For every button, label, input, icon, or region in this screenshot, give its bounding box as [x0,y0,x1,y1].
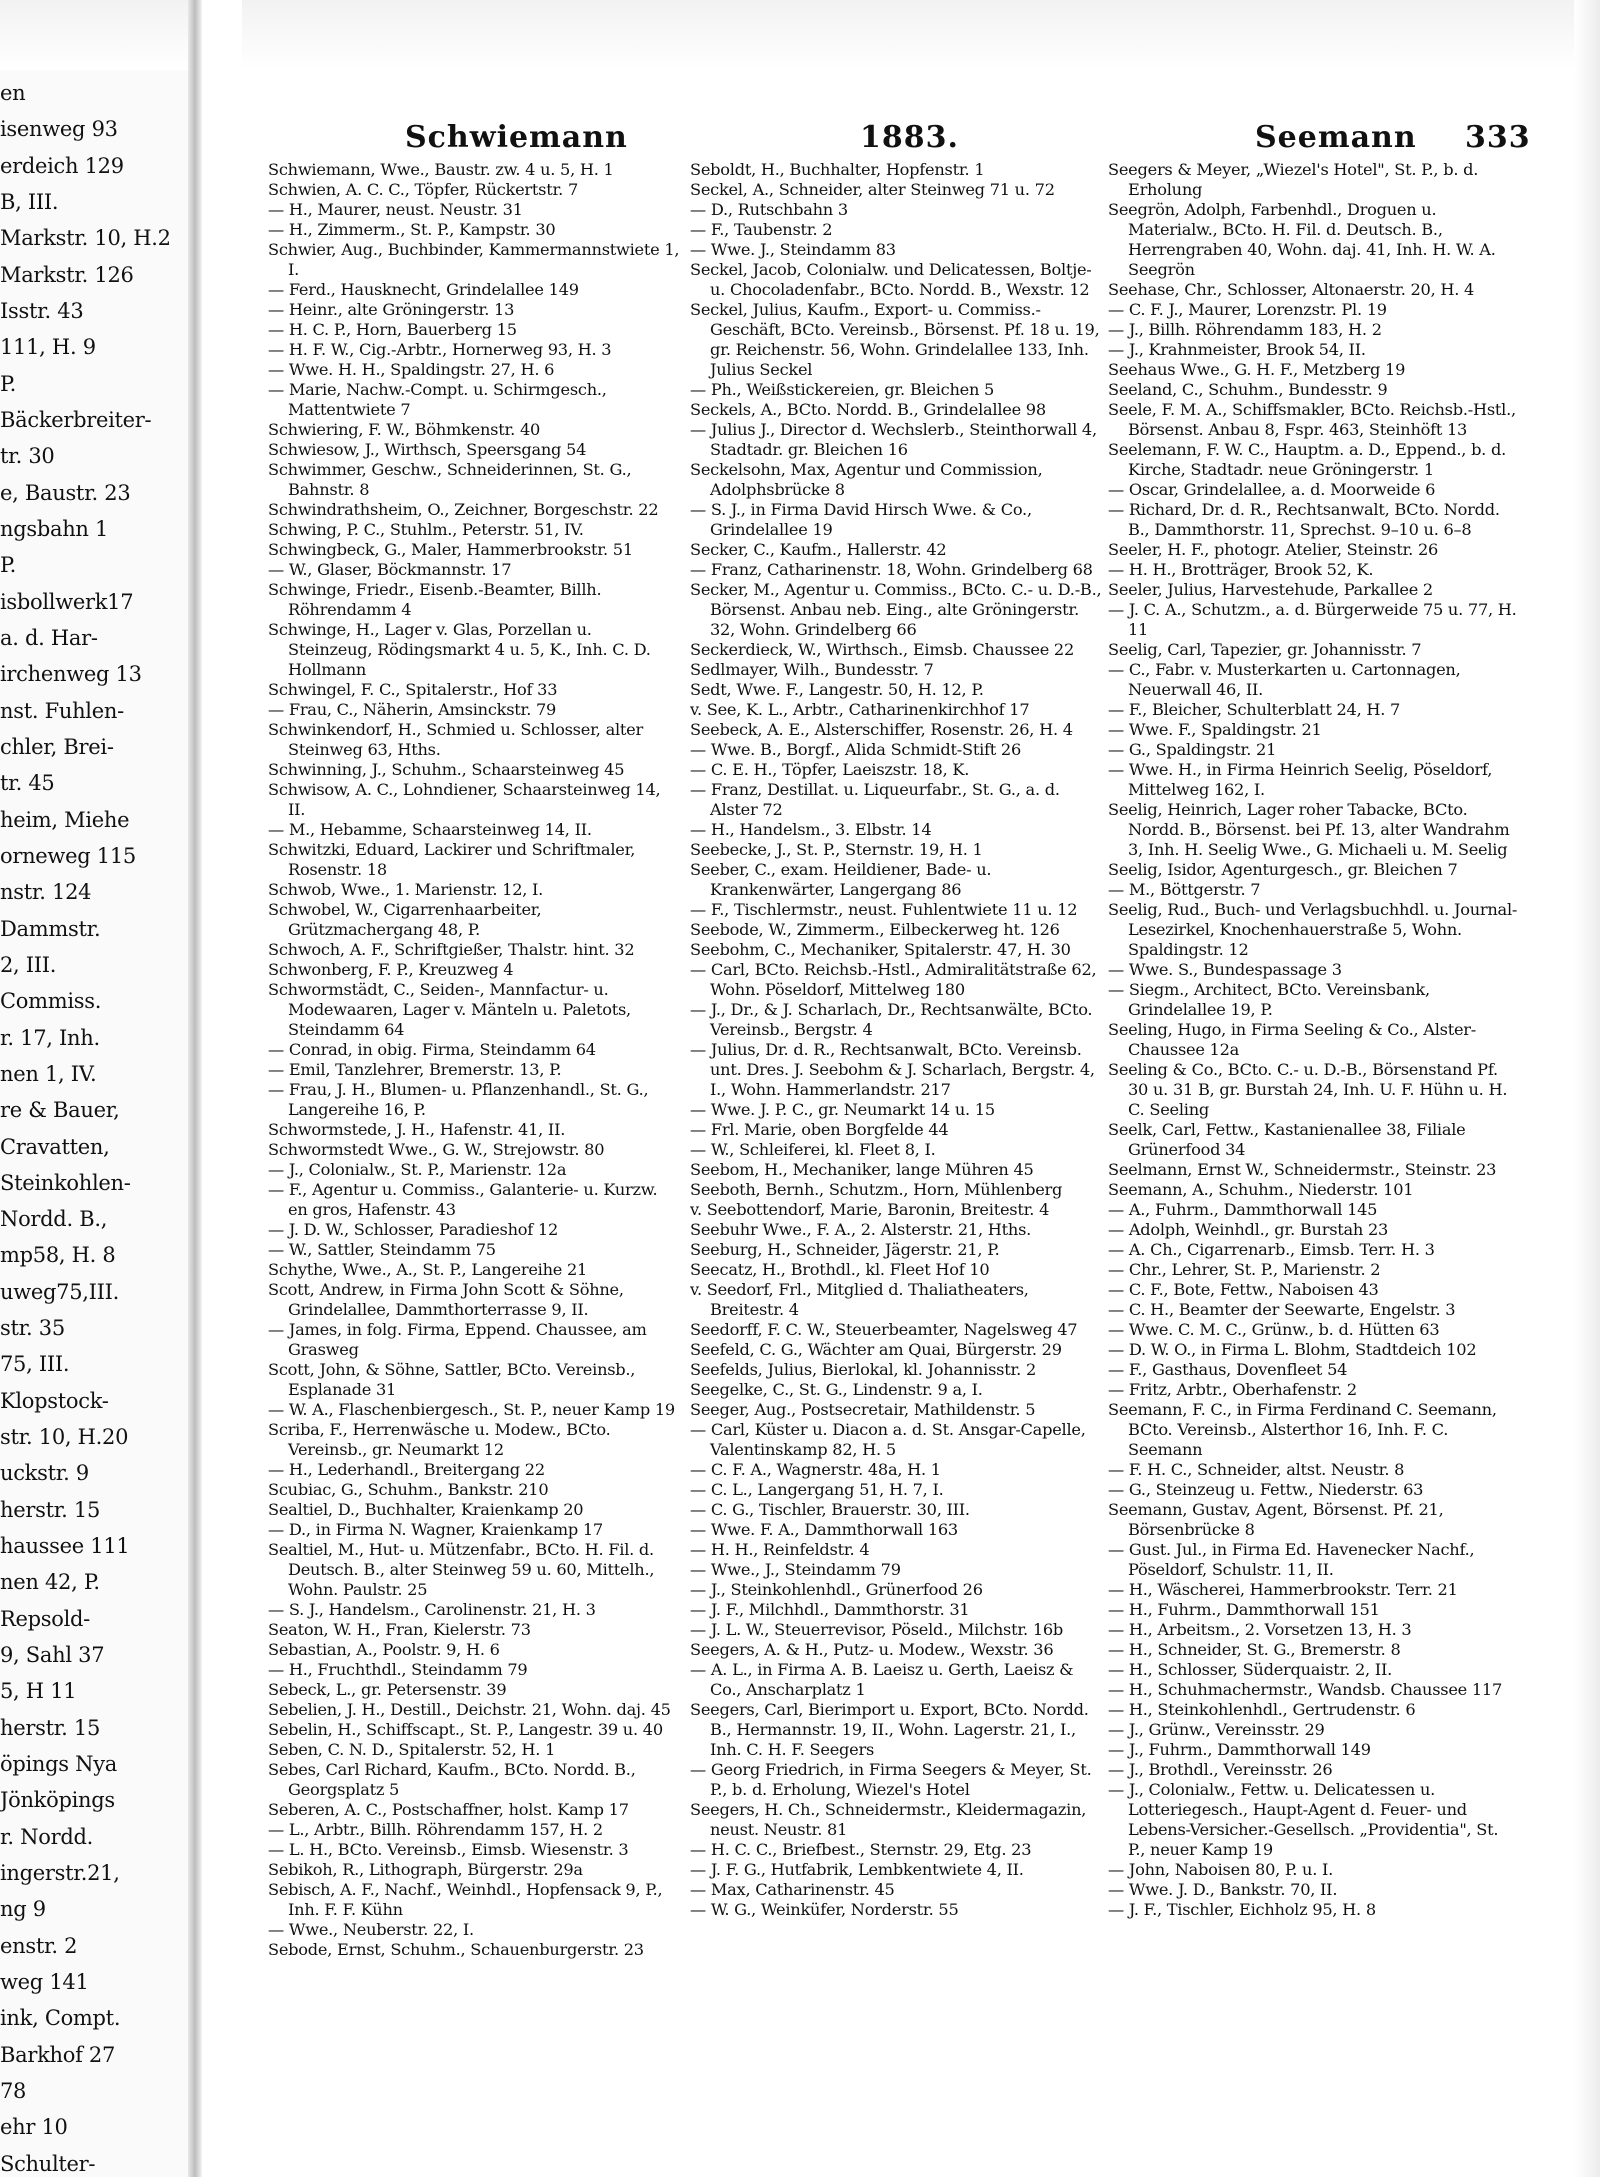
directory-entry: — S. J., Handelsm., Carolinenstr. 21, H. 3 [268,1600,596,1619]
directory-entry: — F., Taubenstr. 2 [690,220,833,239]
directory-entry: — Franz, Catharinenstr. 18, Wohn. Grindelberg 68 [690,560,1093,579]
directory-entry: — H., Schuhmachermstr., Wandsb. Chaussee 117 [1108,1680,1503,1699]
stub-text-fragment: Isstr. 43 [0,298,84,323]
stub-text-fragment: 5, H 11 [0,1679,77,1704]
stub-text-fragment: 9, Sahl 37 [0,1643,105,1668]
stub-text-fragment: Markstr. 126 [0,262,134,287]
stub-text-fragment: nstr. 124 [0,880,92,905]
directory-entry: — H., Handelsm., 3. Elbstr. 14 [690,820,932,839]
directory-entry: Sebastian, A., Poolstr. 9, H. 6 [268,1640,500,1659]
directory-entry: — J., Brothdl., Vereinsstr. 26 [1108,1760,1333,1779]
stub-text-fragment: P. [0,371,16,396]
stub-text-fragment: en [0,81,26,105]
directory-entry: — Wwe. H. H., Spaldingstr. 27, H. 6 [268,360,555,379]
stub-text-fragment: enstr. 2 [0,1933,78,1958]
directory-entry: — Wwe. F., Spaldingstr. 21 [1108,720,1322,739]
directory-entry: — H. C. P., Horn, Bauerberg 15 [268,320,517,339]
directory-entry: Schwien, A. C. C., Töpfer, Rückertstr. 7 [268,180,579,199]
directory-entry: — C. F. J., Maurer, Lorenzstr. Pl. 19 [1108,300,1387,319]
directory-entry: — J., Colonialw., Fettw. u. Delicatessen u. Lotteriegesch., Haupt-Agent d. Feuer- und Lebens-Versicher.-Gesellsch. „Providentia", St. P., neuer Kamp 19 [1108,1780,1499,1859]
directory-entry: — F., Agentur u. Commiss., Galanterie- u. Kurzw. en gros, Hafenstr. 43 [268,1180,658,1219]
stub-text-fragment: ingerstr.21, [0,1861,120,1886]
directory-entry: — C., Fabr. v. Musterkarten u. Cartonnagen, Neuerwall 46, II. [1108,660,1461,699]
directory-entry: Seedorff, F. C. W., Steuerbeamter, Nagelsweg 47 [690,1320,1078,1339]
directory-entry: Seckel, A., Schneider, alter Steinweg 71 u. 72 [690,180,1055,199]
directory-entry: Seckels, A., BCto. Nordd. B., Grindelallee 98 [690,400,1046,419]
directory-entry: — W., Schleiferei, kl. Fleet 8, I. [690,1140,936,1159]
directory-entry: Seeber, C., exam. Heildiener, Bade- u. Krankenwärter, Langergang 86 [690,860,992,899]
directory-entry: Schwiemann, Wwe., Baustr. zw. 4 u. 5, H. 1 [268,160,614,179]
directory-entry: Schwinkendorf, H., Schmied u. Schlosser, alter Steinweg 63, Hths. [268,720,643,759]
directory-entry: — C. F. A., Wagnerstr. 48a, H. 1 [690,1460,941,1479]
directory-entry: Sebikoh, R., Lithograph, Bürgerstr. 29a [268,1860,583,1879]
directory-entry: Schwisow, A. C., Lohndiener, Schaarsteinweg 14, II. [268,780,661,819]
directory-entry: — J. F., Tischler, Eichholz 95, H. 8 [1108,1900,1376,1919]
directory-entry: Seboldt, H., Buchhalter, Hopfenstr. 1 [690,160,985,179]
directory-entry: Seehase, Chr., Schlosser, Altonaerstr. 20, H. 4 [1108,280,1475,299]
stub-text-fragment: ink, Compt. [0,2006,121,2031]
directory-entry: Sebelien, J. H., Destill., Deichstr. 21, Wohn. daj. 45 [268,1700,671,1719]
directory-entry: — Wwe. C. M. C., Grünw., b. d. Hütten 63 [1108,1320,1440,1339]
directory-entry: Schwindrathsheim, O., Zeichner, Borgeschstr. 22 [268,500,659,519]
directory-entry: Seegers, H. Ch., Schneidermstr., Kleidermagazin, neust. Neustr. 81 [690,1800,1087,1839]
directory-entry: Seefeld, C. G., Wächter am Quai, Bürgerstr. 29 [690,1340,1062,1359]
directory-entry: Seegers, Carl, Bierimport u. Export, BCto. Nordd. B., Hermannstr. 19, II., Wohn. Lagerstr. 21, I., Inh. C. H. F. Seegers [690,1700,1089,1759]
directory-entry: — C. L., Langergang 51, H. 7, I. [690,1480,944,1499]
directory-entry: Schwormstedt Wwe., G. W., Strejowstr. 80 [268,1140,605,1159]
directory-entry: Seberen, A. C., Postschaffner, holst. Kamp 17 [268,1800,629,1819]
directory-entry: Sedlmayer, Wilh., Bundesstr. 7 [690,660,934,679]
directory-entry: — Siegm., Architect, BCto. Vereinsbank, Grindelallee 19, P. [1108,980,1430,1019]
directory-entry: — G., Steinzeug u. Fettw., Niederstr. 63 [1108,1480,1424,1499]
directory-entry: Seckel, Jacob, Colonialw. und Delicatessen, Boltje- u. Chocoladenfabr., BCto. Nordd. B., Wexstr. 12 [690,260,1092,299]
directory-entry: Scott, Andrew, in Firma John Scott & Söhne, Grindelallee, Dammthorterrasse 9, II. [268,1280,624,1319]
directory-entry: — J., Dr., & J. Scharlach, Dr., Rechtsanwälte, BCto. Vereinsb., Bergstr. 4 [690,1000,1093,1039]
directory-entry: — Frau, J. H., Blumen- u. Pflanzenhandl., St. G., Langereihe 16, P. [268,1080,649,1119]
directory-entry: — D. W. O., in Firma L. Blohm, Stadtdeich 102 [1108,1340,1477,1359]
directory-entry: Seckel, Julius, Kaufm., Export- u. Commiss.-Geschäft, BCto. Vereinsb., Börsenst. Pf. 18 u. 19, gr. Reichenstr. 56, Wohn. Grindelallee 133, Inh. Julius Seckel [690,300,1100,379]
directory-entry: — W., Glaser, Böckmannstr. 17 [268,560,512,579]
directory-entry: Scott, John, & Söhne, Sattler, BCto. Vereinsb., Esplanade 31 [268,1360,636,1399]
directory-entry: — Gust. Jul., in Firma Ed. Havenecker Nachf., Pöseldorf, Schulstr. 11, II. [1108,1540,1475,1579]
directory-entry: Sebelin, H., Schiffscapt., St. P., Langestr. 39 u. 40 [268,1720,663,1739]
stub-text-fragment: Jönköpings [0,1788,115,1813]
directory-entry: — A. L., in Firma A. B. Laeisz u. Gerth, Laeisz & Co., Anscharplatz 1 [690,1660,1074,1699]
directory-entry: Seeling, Hugo, in Firma Seeling & Co., Alster-Chaussee 12a [1108,1020,1477,1059]
directory-entry: — Oscar, Grindelallee, a. d. Moorweide 6 [1108,480,1436,499]
directory-entry: — J. D. W., Schlosser, Paradieshof 12 [268,1220,559,1239]
stub-text-fragment: Bäckerbreiter- [0,407,152,432]
directory-entry: — Wwe. B., Borgf., Alida Schmidt-Stift 26 [690,740,1022,759]
stub-text-fragment: Steinkohlen- [0,1170,131,1195]
directory-entry: Schwimmer, Geschw., Schneiderinnen, St. G., Bahnstr. 8 [268,460,632,499]
directory-entry: — Fritz, Arbtr., Oberhafenstr. 2 [1108,1380,1357,1399]
directory-entry: — J., Steinkohlenhdl., Grünerfood 26 [690,1580,983,1599]
directory-entry: Seele, F. M. A., Schiffsmakler, BCto. Reichsb.-Hstl., Börsenst. Anbau 8, Fspr. 463, Steinhöft 13 [1108,400,1516,439]
stub-text-fragment: heim, Miehe [0,807,130,832]
directory-entry: — W. G., Weinküfer, Norderstr. 55 [690,1900,959,1919]
stub-text-fragment: ehr 10 [0,2115,68,2140]
directory-entry: — A. Ch., Cigarrenarb., Eimsb. Terr. H. 3 [1108,1240,1435,1259]
stub-text-fragment: erdeich 129 [0,153,124,178]
directory-entry: Schwier, Aug., Buchbinder, Kammermannstwiete 1, I. [268,240,680,279]
directory-entry: — Julius J., Director d. Wechslerb., Steinthorwall 4, Stadtadr. gr. Bleichen 16 [690,420,1097,459]
directory-entry: — H., Fuhrm., Dammthorwall 151 [1108,1600,1380,1619]
directory-entry: — Wwe., J., Steindamm 79 [690,1560,901,1579]
stub-text-fragment: e, Baustr. 23 [0,480,131,505]
directory-entry: Seebecke, J., St. P., Sternstr. 19, H. 1 [690,840,983,859]
directory-entry: Seeling & Co., BCto. C.- u. D.-B., Börsenstand Pf. 30 u. 31 B, gr. Burstah 24, Inh. U. F. Hühn u. H. C. Seeling [1108,1060,1508,1119]
directory-entry: v. See, K. L., Arbtr., Catharinenkirchhof 17 [690,700,1030,719]
directory-entry: — Wwe. J. D., Bankstr. 70, II. [1108,1880,1338,1899]
directory-entry: Seelig, Rud., Buch- und Verlagsbuchhdl. u. Journal-Lesezirkel, Knochenhauerstraße 5, Wohn. Spaldingstr. 12 [1108,900,1518,959]
stub-text-fragment: Schulter- [0,2151,96,2176]
directory-entry: — F. H. C., Schneider, altst. Neustr. 8 [1108,1460,1405,1479]
directory-entry: Schwobel, W., Cigarrenhaarbeiter, Grützmachergang 48, P. [268,900,542,939]
page-number: 333 [1465,120,1531,155]
page-right-shadow [1574,0,1600,2177]
directory-entry: Seeler, H. F., photogr. Atelier, Steinstr. 26 [1108,540,1439,559]
directory-entry: Scubiac, G., Schuhm., Bankstr. 210 [268,1480,549,1499]
directory-entry: — J. L. W., Steuerrevisor, Pöseld., Milchstr. 16b [690,1620,1064,1639]
directory-entry: Seehaus Wwe., G. H. F., Metzberg 19 [1108,360,1406,379]
directory-entry: Schwingel, F. C., Spitalerstr., Hof 33 [268,680,558,699]
directory-entry: Seelig, Heinrich, Lager roher Tabacke, BCto. Nordd. B., Börsenst. bei Pf. 13, alter Wandrahm 3, Inh. H. Seelig Wwe., G. Michaeli u. M. Seelig [1108,800,1510,859]
stub-text-fragment: str. 35 [0,1316,65,1341]
directory-entry: — L. H., BCto. Vereinsb., Eimsb. Wiesenstr. 3 [268,1840,629,1859]
directory-entry: — H., Maurer, neust. Neustr. 31 [268,200,523,219]
directory-entry: Schwingbeck, G., Maler, Hammerbrookstr. 51 [268,540,633,559]
column-right [1108,160,1520,2150]
stub-text-fragment: orneweg 115 [0,843,136,868]
directory-entry: — Julius, Dr. d. R., Rechtsanwalt, BCto. Vereinsb. unt. Dres. J. Seebohm & J. Scharlach, Bergstr. 4, I., Wohn. Hammerlandstr. 217 [690,1040,1095,1099]
directory-entry: — D., in Firma N. Wagner, Kraienkamp 17 [268,1520,603,1539]
stub-text-fragment: herstr. 15 [0,1497,101,1522]
directory-entry: — H., Steinkohlenhdl., Gertrudenstr. 6 [1108,1700,1416,1719]
directory-entry: — Wwe. J. P. C., gr. Neumarkt 14 u. 15 [690,1100,995,1119]
directory-entry: — A., Fuhrm., Dammthorwall 145 [1108,1200,1378,1219]
directory-entry: — Ph., Weißstickereien, gr. Bleichen 5 [690,380,995,399]
directory-entry: Seeburg, H., Schneider, Jägerstr. 21, P. [690,1240,1000,1259]
directory-entry: Seeland, C., Schuhm., Bundesstr. 9 [1108,380,1388,399]
stub-text-fragment: 2, III. [0,952,57,977]
directory-entry: Seben, C. N. D., Spitalerstr. 52, H. 1 [268,1740,556,1759]
directory-entry: — Wwe. S., Bundespassage 3 [1108,960,1342,979]
directory-entry: Schwiering, F. W., Böhmkenstr. 40 [268,420,541,439]
directory-entry: — J., Billh. Röhrendamm 183, H. 2 [1108,320,1382,339]
directory-entry: — Chr., Lehrer, St. P., Marienstr. 2 [1108,1260,1381,1279]
directory-entry: — L., Arbtr., Billh. Röhrendamm 157, H. 2 [268,1820,603,1839]
directory-entry: — Franz, Destillat. u. Liqueurfabr., St. G., a. d. Alster 72 [690,780,1060,819]
running-header [405,120,1600,160]
directory-entry: Seebeck, A. E., Alsterschiffer, Rosenstr. 26, H. 4 [690,720,1073,739]
directory-entry: Sedt, Wwe. F., Langestr. 50, H. 12, P. [690,680,984,699]
directory-entry: — H., Lederhandl., Breitergang 22 [268,1460,545,1479]
stub-text-fragment: Dammstr. [0,916,101,941]
directory-entry: — J. F. G., Hutfabrik, Lembkentwiete 4, II. [690,1860,1024,1879]
page-fold [188,0,202,2177]
directory-entry: — H., Wäscherei, Hammerbrookstr. Terr. 21 [1108,1580,1458,1599]
header-left-keyword: Schwiemann [405,120,628,155]
stub-text-fragment: ng 9 [0,1897,46,1922]
directory-entry: Seebuhr Wwe., F. A., 2. Alsterstr. 21, Hths. [690,1220,1032,1239]
directory-entry: — H. H., Brotträger, Brook 52, K. [1108,560,1374,579]
directory-entry: — Wwe., Neuberstr. 22, I. [268,1920,474,1939]
directory-entry: — Carl, Küster u. Diacon a. d. St. Ansgar-Capelle, Valentinskamp 82, H. 5 [690,1420,1086,1459]
directory-entry: Schwormstädt, C., Seiden-, Mannfactur- u. Modewaaren, Lager v. Mänteln u. Paletots, Steindamm 64 [268,980,631,1039]
directory-entry: — W. A., Flaschenbiergesch., St. P., neuer Kamp 19 [268,1400,675,1419]
directory-entry: Seelmann, Ernst W., Schneidermstr., Steinstr. 23 [1108,1160,1497,1179]
directory-entry: — J., Fuhrm., Dammthorwall 149 [1108,1740,1371,1759]
stub-text-fragment: re & Bauer, [0,1098,120,1123]
directory-entry: Sebisch, A. F., Nachf., Weinhdl., Hopfensack 9, P., Inh. F. F. Kühn [268,1880,663,1919]
directory-entry: Seebohm, C., Mechaniker, Spitalerstr. 47, H. 30 [690,940,1071,959]
stub-text-fragment: r. 17, Inh. [0,1025,100,1050]
directory-entry: Seemann, F. C., in Firma Ferdinand C. Seemann, BCto. Vereinsb., Alsterthor 16, Inh. F. C. Seemann [1108,1400,1497,1459]
directory-entry: — J. F., Milchhdl., Dammthorstr. 31 [690,1600,970,1619]
directory-entry: Schwitzki, Eduard, Lackirer und Schriftmaler, Rosenstr. 18 [268,840,636,879]
directory-entry: — F., Bleicher, Schulterblatt 24, H. 7 [1108,700,1401,719]
directory-entry: Seelig, Isidor, Agenturgesch., gr. Bleichen 7 [1108,860,1458,879]
directory-entry: Seeger, Aug., Postsecretair, Mathildenstr. 5 [690,1400,1036,1419]
directory-entry: Seckerdieck, W., Wirthsch., Eimsb. Chaussee 22 [690,640,1075,659]
stub-text-fragment: a. d. Har- [0,625,98,650]
stub-text-fragment: Klopstock- [0,1388,109,1413]
stub-text-fragment: nen 1, IV. [0,1061,97,1086]
stub-text-fragment: Markstr. 10, H.2 [0,226,171,251]
directory-entry: Schwoch, A. F., Schriftgießer, Thalstr. hint. 32 [268,940,635,959]
directory-entry: — H. F. W., Cig.-Arbtr., Hornerweg 93, H. 3 [268,340,612,359]
directory-entry: — J., Krahnmeister, Brook 54, II. [1108,340,1366,359]
directory-entry: Seelig, Carl, Tapezier, gr. Johannisstr. 7 [1108,640,1422,659]
directory-entry: Schythe, Wwe., A., St. P., Langereihe 21 [268,1260,588,1279]
directory-entry: Sebes, Carl Richard, Kaufm., BCto. Nordd. B., Georgsplatz 5 [268,1760,636,1799]
directory-entry: Schwing, P. C., Stuhlm., Peterstr. 51, IV. [268,520,584,539]
directory-entry: v. Seebottendorf, Marie, Baronin, Breitestr. 4 [690,1200,1050,1219]
directory-entry: Schwonberg, F. P., Kreuzweg 4 [268,960,514,979]
directory-entry: — J. C. A., Schutzm., a. d. Bürgerweide 75 u. 77, H. 11 [1108,600,1517,639]
directory-entry: Schwinning, J., Schuhm., Schaarsteinweg 45 [268,760,625,779]
directory-entry: — C. H., Beamter der Seewarte, Engelstr. 3 [1108,1300,1456,1319]
directory-entry: Schwinge, Friedr., Eisenb.-Beamter, Billh. Röhrendamm 4 [268,580,602,619]
directory-entry: — G., Spaldingstr. 21 [1108,740,1277,759]
directory-entry: — Heinr., alte Gröningerstr. 13 [268,300,515,319]
directory-entry: — Georg Friedrich, in Firma Seegers & Meyer, St. P., b. d. Erholung, Wiezel's Hotel [690,1760,1092,1799]
directory-entry: — W., Sattler, Steindamm 75 [268,1240,496,1259]
directory-entry: — F., Tischlermstr., neust. Fuhlentwiete 11 u. 12 [690,900,1078,919]
stub-text-fragment: tr. 45 [0,771,55,796]
stub-text-fragment: isbollwerk17 [0,589,134,614]
stub-text-fragment: irchenweg 13 [0,662,142,687]
directory-entry: — Wwe. F. A., Dammthorwall 163 [690,1520,958,1539]
directory-entry: — Wwe. J., Steindamm 83 [690,240,896,259]
directory-entry: Seecatz, H., Brothdl., kl. Fleet Hof 10 [690,1260,990,1279]
directory-entry: Seebode, W., Zimmerm., Eilbeckerweg ht. 126 [690,920,1060,939]
stub-text-fragment: ngsbahn 1 [0,516,109,541]
stub-text-fragment: 75, III. [0,1352,70,1377]
directory-entry: — Carl, BCto. Reichsb.-Hstl., Admiralitätstraße 62, Wohn. Pöseldorf, Mittelweg 180 [690,960,1097,999]
directory-entry: v. Seedorf, Frl., Mitglied d. Thaliatheaters, Breitestr. 4 [690,1280,1029,1319]
stub-text-fragment: B, III. [0,189,59,214]
directory-entry: Seemann, A., Schuhm., Niederstr. 101 [1108,1180,1414,1199]
directory-entry: — H., Schneider, St. G., Bremerstr. 8 [1108,1640,1401,1659]
stub-text-fragment: chler, Brei- [0,734,114,759]
directory-entry: Schwiesow, J., Wirthsch, Speersgang 54 [268,440,587,459]
directory-entry: Sebeck, L., gr. Petersenstr. 39 [268,1680,507,1699]
stub-text-fragment: Cravatten, [0,1134,110,1159]
directory-entry: Seemann, Gustav, Agent, Börsenst. Pf. 21, Börsenbrücke 8 [1108,1500,1444,1539]
directory-entry: Seeler, Julius, Harvestehude, Parkallee 2 [1108,580,1433,599]
directory-entry: Seegrön, Adolph, Farbenhdl., Droguen u. Materialw., BCto. H. Fil. d. Deutsch. B., Herrengraben 40, Wohn. daj. 41, Inh. H. W. A. Seegrön [1108,200,1496,279]
directory-entry: Seegers, A. & H., Putz- u. Modew., Wexstr. 36 [690,1640,1054,1659]
stub-text-fragment: P. [0,553,16,578]
stub-text-fragment: str. 10, H.20 [0,1425,129,1450]
stub-text-fragment: tr. 30 [0,444,55,469]
stub-text-fragment: Nordd. B., [0,1207,108,1232]
directory-entry: — Emil, Tanzlehrer, Bremerstr. 13, P. [268,1060,562,1079]
directory-entry: — H., Fruchthdl., Steindamm 79 [268,1660,528,1679]
directory-entry: Sealtiel, M., Hut- u. Mützenfabr., BCto. H. Fil. d. Deutsch. B., alter Steinweg 59 u. 60, Mittelh., Wohn. Paulstr. 25 [268,1540,655,1599]
directory-entry: Seegelke, C., St. G., Lindenstr. 9 a, I. [690,1380,983,1399]
directory-entry: — Marie, Nachw.-Compt. u. Schirmgesch., Mattentwiete 7 [268,380,607,419]
header-year: 1883. [860,120,959,155]
directory-entry: Seckelsohn, Max, Agentur und Commission, Adolphsbrücke 8 [690,460,1043,499]
directory-entry: — H., Zimmerm., St. P., Kampstr. 30 [268,220,556,239]
header-right-keyword: Seemann [1255,120,1417,155]
directory-entry: — F., Gasthaus, Dovenfleet 54 [1108,1360,1348,1379]
directory-entry: — Ferd., Hausknecht, Grindelallee 149 [268,280,579,299]
directory-entry: — Wwe. H., in Firma Heinrich Seelig, Pöseldorf, Mittelweg 162, I. [1108,760,1493,799]
stub-text-fragment: mp58, H. 8 [0,1243,116,1268]
directory-entry: — C. F., Bote, Fettw., Naboisen 43 [1108,1280,1379,1299]
directory-entry: Seelk, Carl, Fettw., Kastanienallee 38, Filiale Grünerfood 34 [1108,1120,1466,1159]
stub-text-fragment: Barkhof 27 [0,2042,116,2067]
directory-entry: — M., Hebamme, Schaarsteinweg 14, II. [268,820,592,839]
stub-text-fragment: uweg75,III. [0,1279,120,1304]
directory-entry: Schwinge, H., Lager v. Glas, Porzellan u. Steinzeug, Rödingsmarkt 4 u. 5, K., Inh. C. D. Hollmann [268,620,651,679]
directory-entry: Secker, M., Agentur u. Commiss., BCto. C.- u. D.-B., Börsenst. Anbau neb. Eing., alte Gröningerstr. 32, Wohn. Grindelberg 66 [690,580,1102,639]
stub-text-fragment: uckstr. 9 [0,1461,89,1486]
directory-entry: — Adolph, Weinhdl., gr. Burstah 23 [1108,1220,1389,1239]
directory-entry: Schwormstede, J. H., Hafenstr. 41, II. [268,1120,566,1139]
directory-entry: Seefelds, Julius, Bierlokal, kl. Johannisstr. 2 [690,1360,1037,1379]
stub-text-fragment: r. Nordd. [0,1824,93,1849]
directory-entry: Seeboth, Bernh., Schutzm., Horn, Mühlenberg [690,1180,1063,1199]
stub-text-fragment: Repsold- [0,1606,90,1631]
directory-entry: — John, Naboisen 80, P. u. I. [1108,1860,1334,1879]
previous-page-stub [0,70,188,2177]
stub-text-fragment: isenweg 93 [0,117,118,142]
page-gutter [202,0,242,2177]
directory-entry: Seelemann, F. W. C., Hauptm. a. D., Eppend., b. d. Kirche, Stadtadr. neue Gröningerstr. 1 [1108,440,1506,479]
stub-text-fragment: haussee 111 [0,1534,130,1559]
stub-text-fragment: nen 42, P. [0,1570,100,1595]
stub-text-fragment: herstr. 15 [0,1715,101,1740]
column-left [268,160,680,2150]
stub-text-fragment: weg 141 [0,1970,89,1995]
directory-entry: Seegers & Meyer, „Wiezel's Hotel", St. P., b. d. Erholung [1108,160,1479,199]
directory-entry: — S. J., in Firma David Hirsch Wwe. & Co., Grindelallee 19 [690,500,1032,539]
directory-entry: — C. E. H., Töpfer, Laeiszstr. 18, K. [690,760,970,779]
directory-entry: Seaton, W. H., Fran, Kielerstr. 73 [268,1620,531,1639]
directory-entry: — H. H., Reinfeldstr. 4 [690,1540,870,1559]
directory-entry: — J., Grünw., Vereinsstr. 29 [1108,1720,1325,1739]
stub-text-fragment: 78 [0,2079,27,2104]
directory-entry: — H., Arbeitsm., 2. Vorsetzen 13, H. 3 [1108,1620,1412,1639]
directory-entry: — C. G., Tischler, Brauerstr. 30, III. [690,1500,970,1519]
directory-entry: — Max, Catharinenstr. 45 [690,1880,895,1899]
directory-entry: Secker, C., Kaufm., Hallerstr. 42 [690,540,947,559]
stub-text-fragment: 111, H. 9 [0,335,96,360]
directory-entry: Schwob, Wwe., 1. Marienstr. 12, I. [268,880,544,899]
stub-text-fragment: öpings Nya [0,1752,117,1777]
directory-entry: — J., Colonialw., St. P., Marienstr. 12a [268,1160,567,1179]
directory-entry: Sealtiel, D., Buchhalter, Kraienkamp 20 [268,1500,584,1519]
directory-entry: — H. C. C., Briefbest., Sternstr. 29, Etg. 23 [690,1840,1032,1859]
directory-entry: — Richard, Dr. d. R., Rechtsanwalt, BCto. Nordd. B., Dammthorstr. 11, Sprechst. 9–10 u. 6–8 [1108,500,1500,539]
directory-entry: Seebom, H., Mechaniker, lange Mühren 45 [690,1160,1034,1179]
directory-entry: — James, in folg. Firma, Eppend. Chaussee, am Grasweg [268,1320,647,1359]
directory-entry: — M., Böttgerstr. 7 [1108,880,1261,899]
directory-entry: Sebode, Ernst, Schuhm., Schauenburgerstr. 23 [268,1940,644,1959]
directory-entry: — Frau, C., Näherin, Amsinckstr. 79 [268,700,557,719]
directory-entry: — Conrad, in obig. Firma, Steindamm 64 [268,1040,596,1059]
directory-entry: — D., Rutschbahn 3 [690,200,848,219]
stub-text-fragment: nst. Fuhlen- [0,698,124,723]
directory-entry: — Frl. Marie, oben Borgfelde 44 [690,1120,949,1139]
stub-text-fragment: Commiss. [0,989,102,1014]
column-middle [690,160,1102,2150]
directory-entry: — H., Schlosser, Süderquaistr. 2, II. [1108,1660,1392,1679]
directory-entry: Scriba, F., Herrenwäsche u. Modew., BCto. Vereinsb., gr. Neumarkt 12 [268,1420,611,1459]
